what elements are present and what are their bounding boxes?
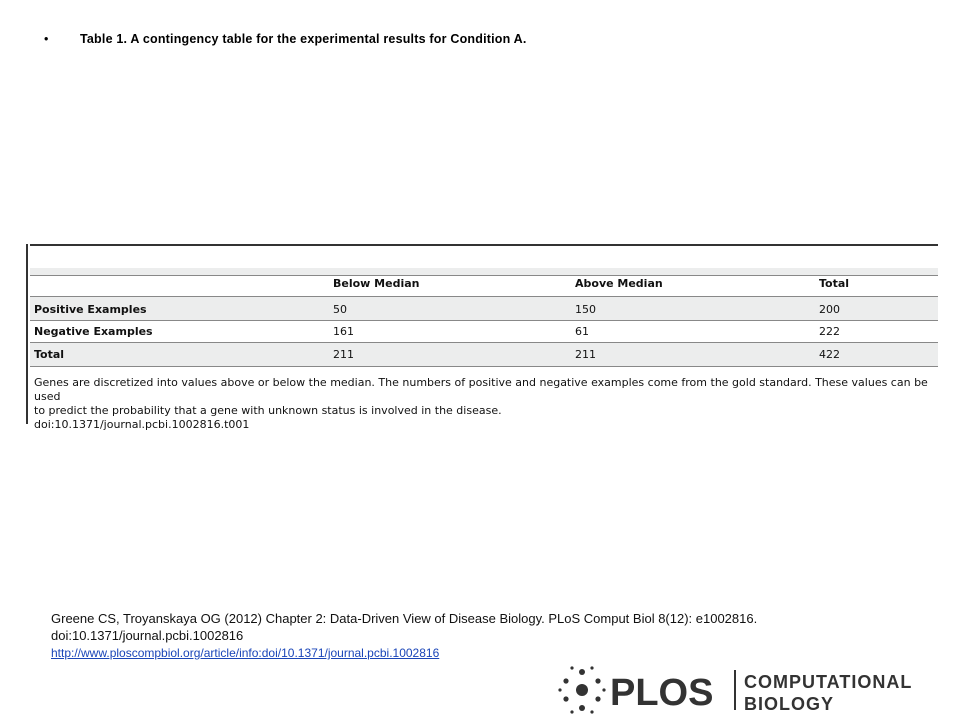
table-rule <box>30 320 938 321</box>
column-header-above-median: Above Median <box>575 277 663 290</box>
table-caption <box>34 376 934 432</box>
caption-doi: doi:10.1371/journal.pcbi.1002816.t001 <box>34 418 250 431</box>
cell-positive-total: 200 <box>819 303 840 316</box>
citation-doi: doi:10.1371/journal.pcbi.1002816 <box>51 628 244 643</box>
table-top-rule <box>30 244 938 246</box>
table-row-band <box>30 297 938 320</box>
caption-line: to predict the probability that a gene with unknown status is involved in the disease. <box>34 404 502 417</box>
table-row-band <box>30 343 938 366</box>
cell-negative-below: 161 <box>333 325 354 338</box>
slide-title <box>44 32 527 46</box>
cell-positive-above: 150 <box>575 303 596 316</box>
plos-dots-icon <box>558 666 605 713</box>
table-top-band <box>30 268 938 275</box>
column-header-total: Total <box>819 277 850 290</box>
table-rule <box>30 366 938 367</box>
citation-block <box>51 610 911 662</box>
bullet-marker: • <box>44 32 49 46</box>
logo-line2-text: BIOLOGY <box>744 694 835 714</box>
cell-negative-above: 61 <box>575 325 589 338</box>
citation-text: Greene CS, Troyanskaya OG (2012) Chapter 2: Data-Driven View of Disease Biology. PLoS Comput Biol 8(12): e1002816. <box>51 611 758 626</box>
row-label-total: Total <box>34 348 65 361</box>
caption-line: Genes are discretized into values above or below the median. The numbers of positive and negative examples come from the gold standard. These values can be used <box>34 376 928 403</box>
contingency-table <box>26 244 938 431</box>
cell-total-total: 422 <box>819 348 840 361</box>
cell-total-below: 211 <box>333 348 354 361</box>
table-rule <box>30 275 938 276</box>
logo-brand-text: PLOS <box>610 672 714 714</box>
cell-negative-total: 222 <box>819 325 840 338</box>
article-link[interactable]: http://www.ploscompbiol.org/article/info:doi/10.1371/journal.pcbi.1002816 <box>51 646 440 660</box>
cell-total-above: 211 <box>575 348 596 361</box>
table-title: Table 1. A contingency table for the experimental results for Condition A. <box>80 32 527 46</box>
logo-line1-text: COMPUTATIONAL <box>744 672 913 692</box>
logo-divider <box>734 670 736 710</box>
plos-computational-biology-logo <box>558 664 928 716</box>
column-header-below-median: Below Median <box>333 277 420 290</box>
cell-positive-below: 50 <box>333 303 347 316</box>
row-label-positive: Positive Examples <box>34 303 147 316</box>
row-label-negative: Negative Examples <box>34 325 153 338</box>
